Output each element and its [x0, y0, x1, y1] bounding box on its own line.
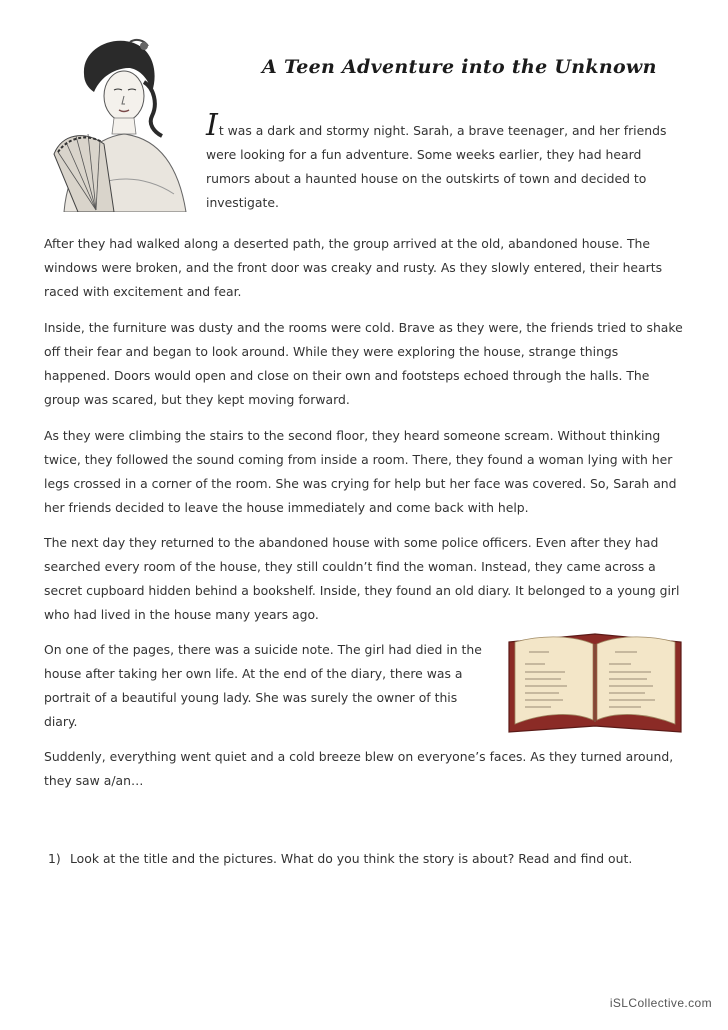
- paragraph-4: As they were climbing the stairs to the second floor, they heard someone scream. Without thinking twice, they followed the sound coming from inside a room. There, they found a woman lying with her legs crossed in a corner of the room. She was crying for help but her face was covered. So, Sarah and her friends decided to leave the house immediately and come back with help.: [44, 428, 677, 515]
- paragraph-6: On one of the pages, there was a suicide note. The girl had died in the house after taking her own life. At the end of the diary, there was a portrait of a beautiful young lady. She was surely the owner of this diary.: [44, 642, 482, 729]
- victorian-lady-portrait: [44, 34, 194, 212]
- watermark: iSLCollective.com: [609, 996, 712, 1010]
- question-1: [48, 848, 688, 870]
- paragraph-2: After they had walked along a deserted path, the group arrived at the old, abandoned house. The windows were broken, and the front door was creaky and rusty. As they slowly entered, their hearts raced with excitement and fear.: [44, 236, 663, 299]
- paragraph-7: Suddenly, everything went quiet and a cold breeze blew on everyone’s faces. As they turned around, they saw a/an…: [44, 749, 674, 788]
- paragraph-1-text: t was a dark and stormy night. Sarah, a brave teenager, and her friends were looking for a fun adventure. Some weeks earlier, they had heard rumors about a haunted house on the outskirts of town and decided to investigate.: [206, 123, 667, 210]
- open-diary-illustration: [505, 628, 685, 738]
- paragraph-5: The next day they returned to the abandoned house with some police officers. Even after they had searched every room of the house, they still couldn’t find the woman. Instead, they came across a secret cupboard hidden behind a bookshelf. Inside, they found an old diary. It belonged to a young girl who had lived in the house many years ago.: [44, 535, 680, 622]
- question-number: 1): [48, 851, 61, 866]
- paragraph-1: [206, 108, 676, 215]
- paragraph-3: Inside, the furniture was dusty and the rooms were cold. Brave as they were, the friends tried to shake off their fear and began to look around. While they were exploring the house, strange things happened. Doors would open and close on their own and footsteps echoed through the halls. The group was scared, but they kept moving forward.: [44, 320, 683, 407]
- story-title: A Teen Adventure into the Unknown: [262, 56, 657, 78]
- question-text: Look at the title and the pictures. What do you think the story is about? Read and find out.: [70, 851, 633, 866]
- drop-cap: I: [206, 108, 218, 143]
